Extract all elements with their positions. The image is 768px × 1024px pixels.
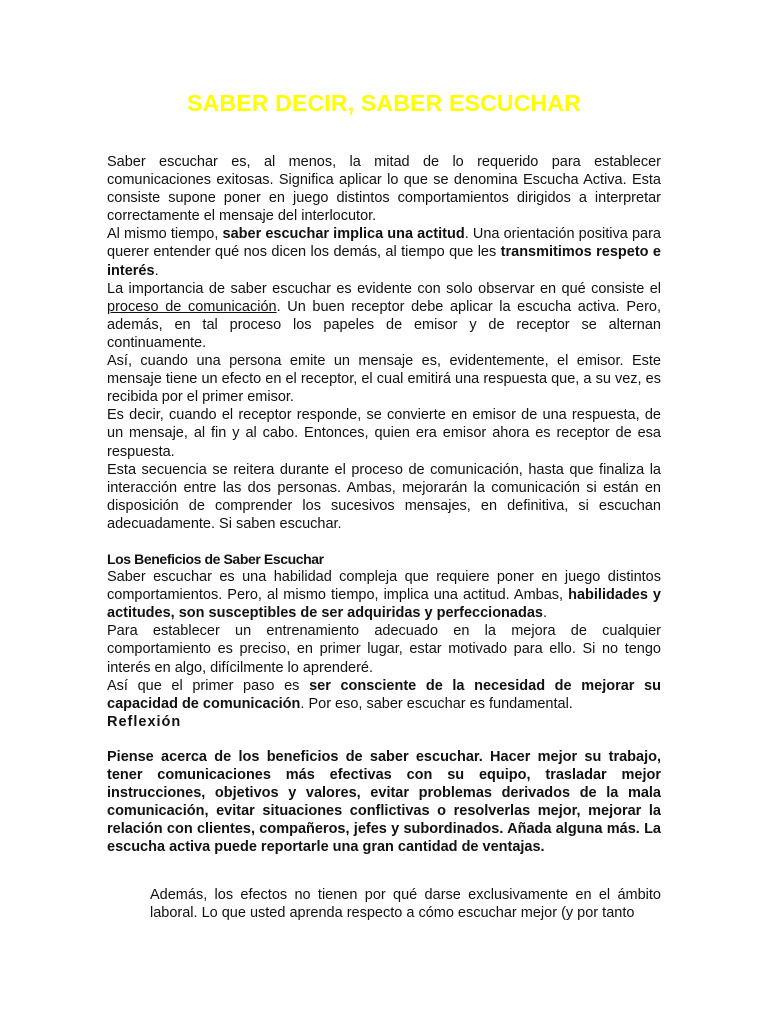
paragraph-importancia bbox=[107, 280, 661, 352]
paragraph-emisor: Así, cuando una persona emite un mensaje es, evidentemente, el emisor. Este mensaje tiene un efecto en el receptor, el cual emitirá una respuesta que, a su vez, es recibida por el primer emisor. bbox=[107, 353, 661, 406]
bold-run: ser consciente de la necesidad de mejorar su capacidad de comunicación bbox=[107, 677, 661, 712]
paragraph-entrenamiento: Para establecer un entrenamiento adecuado en la mejora de cualquier comportamiento es preciso, en primer lugar, estar motivado para ello. Si no tengo interés en algo, difícilmente lo aprenderé. bbox=[107, 623, 661, 676]
text-run: . Por eso, saber escuchar es fundamental. bbox=[300, 695, 573, 712]
paragraph-secuencia: Esta secuencia se reitera durante el proceso de comunicación, hasta que finaliza la interacción entre las dos personas. Ambas, mejorarán la comunicación si están en disposición de comprender los sucesivos mensajes, en definitiva, si escuchan adecuadamente. Si saben escuchar. bbox=[107, 461, 661, 532]
text-run: Saber escuchar es una habilidad compleja que requiere poner en juego distintos comportamientos. Pero, al mismo tiempo, implica una actitud. Ambas, bbox=[107, 569, 661, 604]
text-run: Al mismo tiempo, bbox=[107, 226, 223, 243]
bold-run: transmitimos respeto e interés bbox=[107, 244, 661, 279]
text-run: . bbox=[542, 605, 547, 622]
paragraph-habilidad bbox=[107, 568, 661, 622]
text-run: Así que el primer paso es bbox=[107, 677, 310, 694]
section-heading-reflexion: Reflexión bbox=[107, 713, 182, 730]
bold-run: habilidades y actitudes, son susceptibles de ser adquiridas y perfeccionadas bbox=[107, 587, 661, 622]
proceso-comunicacion-link[interactable]: proceso de comunicación bbox=[107, 298, 277, 315]
spacer bbox=[107, 731, 661, 748]
reflexion-paragraph: Piense acerca de los beneficios de saber escuchar. Hacer mejor su trabajo, tener comunicaciones más efectivas con su equipo, trasladar mejor instrucciones, objetivos y valores, evitar problemas derivados de la mala comunicación, evitar situaciones conflictivas o resolverlas mejor, mejorar la relación con clientes, compañeros, jefes y subordinados. Añada alguna más. La escucha activa puede reportarle una gran cantidad de ventajas. bbox=[107, 748, 661, 856]
indented-paragraph-block bbox=[150, 886, 661, 922]
paragraph-actitud bbox=[107, 225, 661, 279]
section-heading-beneficios: Los Beneficios de Saber Escuchar bbox=[107, 550, 324, 567]
paragraph-primer-paso bbox=[107, 677, 661, 713]
text-run: . Un buen receptor debe aplicar la escucha activa. Pero, además, en tal proceso los papeles de emisor y de receptor se alternan continuamente. bbox=[107, 298, 661, 351]
document-title: SABER DECIR, SABER ESCUCHAR bbox=[187, 90, 581, 116]
text-run: . Una orientación positiva para querer entender qué nos dicen los demás, al tiempo que les bbox=[107, 226, 661, 261]
text-run: La importancia de saber escuchar es evidente con solo observar en qué consiste el bbox=[107, 280, 661, 297]
document-body bbox=[107, 153, 661, 856]
paragraph-receptor: Es decir, cuando el receptor responde, se convierte en emisor de una respuesta, de un mensaje, al fin y al cabo. Entonces, quien era emisor ahora es receptor de esa respuesta. bbox=[107, 407, 661, 460]
paragraph-escucha-activa: Saber escuchar es, al menos, la mitad de lo requerido para establecer comunicaciones exitosas. Significa aplicar lo que se denomina Escucha Activa. Esta consiste supone poner en juego distintos comportamientos dirigidos a interpretar correctamente el mensaje del interlocutor. bbox=[107, 154, 661, 225]
spacer bbox=[107, 533, 661, 550]
bold-run: saber escuchar implica una actitud bbox=[222, 226, 465, 243]
paragraph-ambito-laboral: Además, los efectos no tienen por qué darse exclusivamente en el ámbito laboral. Lo que usted aprenda respecto a cómo escuchar mejor (y por tanto bbox=[150, 887, 661, 922]
text-run: . bbox=[154, 262, 159, 279]
